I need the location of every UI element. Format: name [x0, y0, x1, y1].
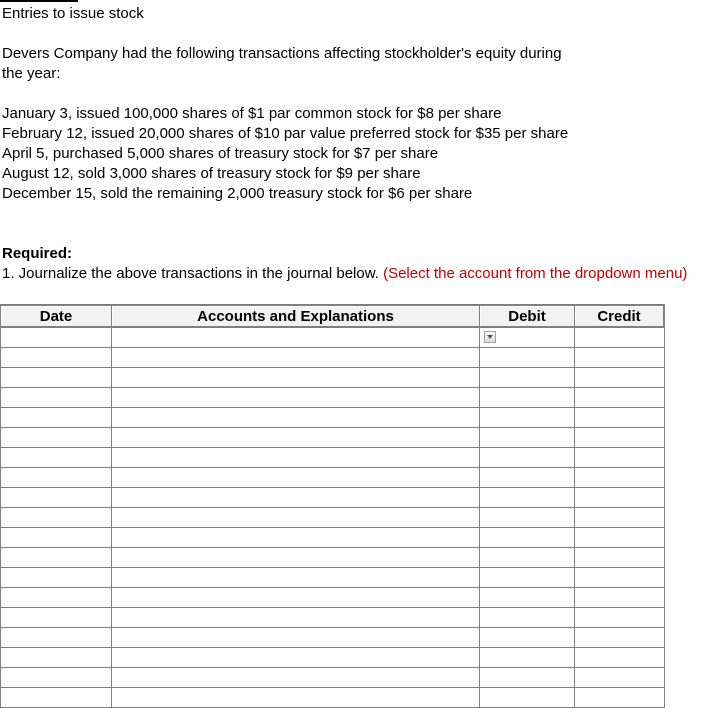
credit-cell[interactable] [575, 648, 665, 668]
credit-cell[interactable] [575, 388, 665, 408]
transaction-item: December 15, sold the remaining 2,000 treasury stock for $6 per share [2, 185, 473, 202]
account-cell[interactable] [112, 568, 480, 588]
account-cell[interactable] [112, 468, 480, 488]
dropdown-hint: (Select the account from the dropdown menu) [383, 265, 688, 282]
credit-cell[interactable] [575, 548, 665, 568]
debit-cell[interactable] [480, 548, 575, 568]
journal-row [1, 608, 665, 628]
date-cell[interactable] [1, 628, 112, 648]
date-cell[interactable] [1, 327, 112, 348]
transaction-item: February 12, issued 20,000 shares of $10 par value preferred stock for $35 per share [2, 125, 569, 142]
journal-table [0, 304, 665, 708]
journal-row [1, 688, 665, 708]
account-cell[interactable] [112, 448, 480, 468]
journal-header-row [1, 305, 665, 327]
journal-row [1, 648, 665, 668]
account-cell[interactable] [112, 508, 480, 528]
instruction-main: 1. Journalize the above transactions in the journal below. [2, 265, 379, 282]
account-cell[interactable] [112, 528, 480, 548]
account-cell[interactable] [112, 408, 480, 428]
date-cell[interactable] [1, 648, 112, 668]
date-cell[interactable] [1, 508, 112, 528]
account-cell[interactable] [112, 368, 480, 388]
credit-cell[interactable] [575, 428, 665, 448]
transaction-list [2, 104, 568, 204]
transaction-item: January 3, issued 100,000 shares of $1 par common stock for $8 per share [2, 105, 502, 122]
credit-cell[interactable] [575, 608, 665, 628]
journal-row [1, 468, 665, 488]
credit-cell[interactable] [575, 488, 665, 508]
credit-cell[interactable] [575, 448, 665, 468]
credit-cell[interactable] [575, 688, 665, 708]
debit-cell[interactable] [480, 428, 575, 448]
credit-cell[interactable] [575, 368, 665, 388]
account-cell[interactable] [112, 668, 480, 688]
credit-cell[interactable] [575, 568, 665, 588]
account-cell[interactable] [112, 608, 480, 628]
journal-row [1, 628, 665, 648]
date-cell[interactable] [1, 348, 112, 368]
credit-cell[interactable] [575, 348, 665, 368]
date-cell[interactable] [1, 568, 112, 588]
credit-cell[interactable] [575, 628, 665, 648]
date-cell[interactable] [1, 448, 112, 468]
debit-cell[interactable] [480, 408, 575, 428]
date-cell[interactable] [1, 688, 112, 708]
account-cell[interactable] [112, 548, 480, 568]
account-cell[interactable] [112, 488, 480, 508]
instruction-text [2, 264, 687, 284]
date-cell[interactable] [1, 408, 112, 428]
journal-row [1, 488, 665, 508]
journal-row [1, 528, 665, 548]
header-credit: Credit [575, 305, 665, 327]
journal-row [1, 568, 665, 588]
intro-text: Devers Company had the following transactions affecting stockholder's equity during the year: [2, 45, 562, 82]
account-cell[interactable] [112, 688, 480, 708]
journal-row [1, 388, 665, 408]
credit-cell[interactable] [575, 528, 665, 548]
journal-row [1, 368, 665, 388]
date-cell[interactable] [1, 668, 112, 688]
credit-cell[interactable] [575, 327, 665, 348]
credit-cell[interactable] [575, 668, 665, 688]
date-cell[interactable] [1, 588, 112, 608]
account-cell[interactable] [112, 327, 480, 348]
chevron-down-icon[interactable] [484, 331, 496, 343]
debit-cell[interactable] [480, 608, 575, 628]
journal-body [1, 327, 665, 708]
date-cell[interactable] [1, 608, 112, 628]
date-cell[interactable] [1, 488, 112, 508]
debit-cell[interactable] [480, 568, 575, 588]
account-cell[interactable] [112, 348, 480, 368]
journal-row [1, 408, 665, 428]
debit-cell[interactable] [480, 648, 575, 668]
date-cell[interactable] [1, 428, 112, 448]
debit-cell[interactable] [480, 508, 575, 528]
transaction-item: August 12, sold 3,000 shares of treasury stock for $9 per share [2, 165, 421, 182]
header-date: Date [1, 305, 112, 327]
debit-cell[interactable] [480, 448, 575, 468]
debit-cell[interactable] [480, 668, 575, 688]
date-cell[interactable] [1, 548, 112, 568]
date-cell[interactable] [1, 468, 112, 488]
account-cell[interactable] [112, 588, 480, 608]
credit-cell[interactable] [575, 588, 665, 608]
debit-cell[interactable] [480, 388, 575, 408]
page-title: Entries to issue stock [2, 5, 144, 22]
account-cell[interactable] [112, 628, 480, 648]
journal-row [1, 348, 665, 368]
debit-cell[interactable] [480, 628, 575, 648]
date-cell[interactable] [1, 528, 112, 548]
journal-row [1, 428, 665, 448]
journal-row [1, 548, 665, 568]
journal-row [1, 588, 665, 608]
debit-cell[interactable] [480, 488, 575, 508]
header-accounts: Accounts and Explanations [112, 305, 480, 327]
required-heading: Required: [2, 245, 73, 262]
date-cell[interactable] [1, 388, 112, 408]
journal-row [1, 327, 665, 348]
debit-cell[interactable] [480, 588, 575, 608]
debit-cell[interactable] [480, 368, 575, 388]
journal-row [1, 448, 665, 468]
credit-cell[interactable] [575, 408, 665, 428]
journal-row [1, 668, 665, 688]
account-cell[interactable] [112, 388, 480, 408]
account-cell[interactable] [112, 428, 480, 448]
credit-cell[interactable] [575, 508, 665, 528]
debit-cell[interactable] [480, 688, 575, 708]
debit-cell[interactable] [480, 528, 575, 548]
debit-cell[interactable] [480, 348, 575, 368]
debit-cell[interactable] [480, 468, 575, 488]
header-debit: Debit [480, 305, 575, 327]
journal-row [1, 508, 665, 528]
transaction-item: April 5, purchased 5,000 shares of treasury stock for $7 per share [2, 145, 439, 162]
top-rule [0, 0, 78, 2]
date-cell[interactable] [1, 368, 112, 388]
account-cell[interactable] [112, 648, 480, 668]
credit-cell[interactable] [575, 468, 665, 488]
debit-cell[interactable] [480, 327, 575, 348]
